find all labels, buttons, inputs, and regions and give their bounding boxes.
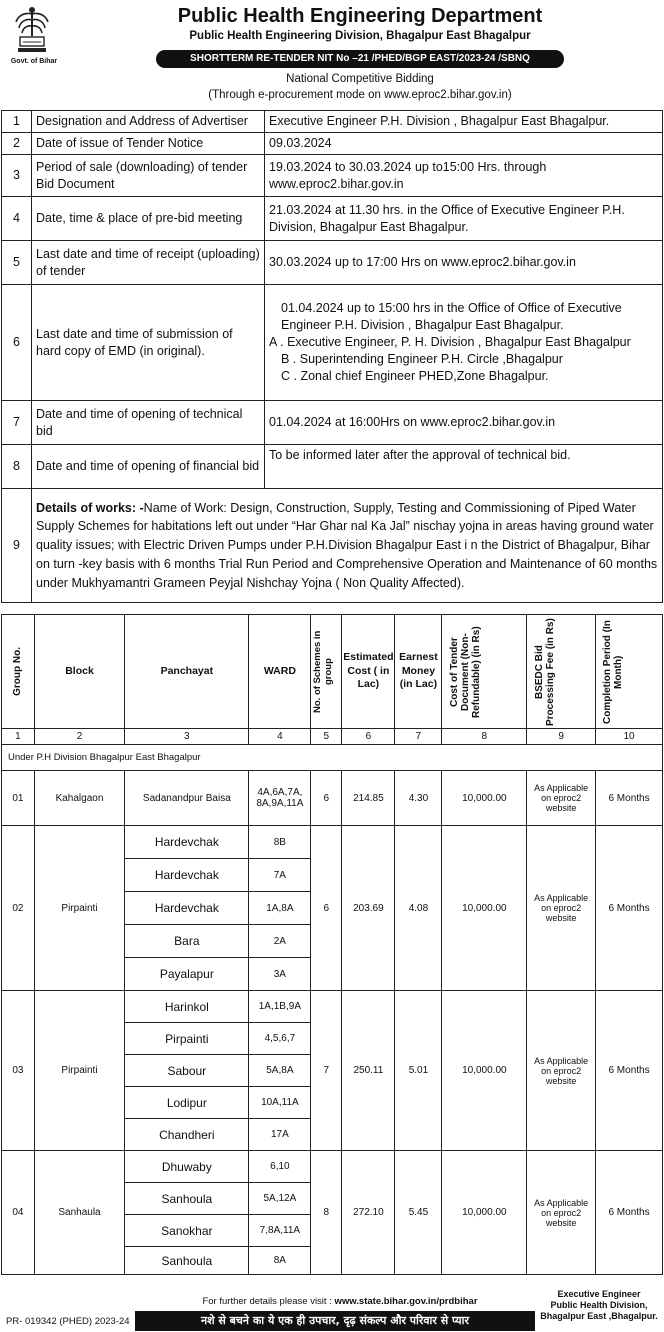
emd-line: Engineer P.H. Division , Bhagalpur East Bhagalpur. — [281, 318, 564, 333]
schemes-count: 6 — [311, 771, 342, 826]
col-number: 4 — [249, 729, 311, 745]
row-key: Date and time of opening of technical bid — [32, 401, 265, 445]
panchayat-name: Sanhoula — [125, 1247, 249, 1275]
header-completion-period: Completion Period (In Month) — [602, 619, 625, 724]
ward: 8B — [249, 826, 311, 859]
ward: 1A,1B,9A — [249, 991, 311, 1023]
row-key: Date, time & place of pre-bid meeting — [32, 197, 265, 241]
row-number: 8 — [2, 445, 32, 489]
group-number: 03 — [2, 991, 35, 1151]
panchayat-name: Lodipur — [125, 1087, 249, 1119]
header-group-no: Group No. — [12, 647, 24, 696]
panchayat-name: Hardevchak — [125, 859, 249, 892]
schemes-count: 6 — [311, 826, 342, 991]
row-value: Executive Engineer P.H. Division , Bhagalpur East Bhagalpur. — [265, 111, 663, 133]
block-name: Kahalgaon — [34, 771, 124, 826]
emd-line: A . Executive Engineer, P. H. Division , Bhagalpur East Bhagalpur — [269, 335, 631, 350]
bid-fee: As Applicable on eproc2 website — [527, 826, 596, 991]
ward: 4,5,6,7 — [249, 1023, 311, 1055]
signatory — [535, 1289, 663, 1321]
row-key: Last date and time of receipt (uploading) of tender — [32, 241, 265, 285]
earnest-money: 4.08 — [395, 826, 442, 991]
ward: 17A — [249, 1119, 311, 1151]
tender-doc-cost: 10,000.00 — [442, 1151, 527, 1275]
details-url[interactable]: www.state.bihar.gov.in/prdbihar — [334, 1296, 478, 1307]
bid-fee: As Applicable on eproc2 website — [527, 1151, 596, 1275]
header-estimated-cost: Estimated Cost ( in Lac) — [342, 615, 395, 729]
ward: 4A,6A,7A, 8A,9A,11A — [249, 771, 311, 826]
panchayat-name: Sabour — [125, 1055, 249, 1087]
row-key: Period of sale (downloading) of tender Bid Document — [32, 155, 265, 197]
header-schemes: No. of Schemes in group — [312, 630, 335, 713]
table-row — [2, 771, 663, 826]
ward: 5A,8A — [249, 1055, 311, 1087]
completion-period: 6 Months — [596, 826, 663, 991]
panchayat-name: Chandheri — [125, 1119, 249, 1151]
col-number: 8 — [442, 729, 527, 745]
row-value: To be informed later after the approval of technical bid. — [265, 445, 663, 489]
panchayat-name: Bara — [125, 925, 249, 958]
row-value: 30.03.2024 up to 17:00 Hrs on www.eproc2.bihar.gov.in — [265, 241, 663, 285]
bid-fee: As Applicable on eproc2 website — [527, 771, 596, 826]
panchayat-name: Pirpainti — [125, 1023, 249, 1055]
earnest-money: 5.01 — [395, 991, 442, 1151]
ward: 10A,11A — [249, 1087, 311, 1119]
block-name: Pirpainti — [34, 991, 124, 1151]
col-number: 1 — [2, 729, 35, 745]
panchayat-name: Hardevchak — [125, 892, 249, 925]
table-row — [2, 991, 663, 1023]
completion-period: 6 Months — [596, 991, 663, 1151]
col-number: 7 — [395, 729, 442, 745]
schemes-count: 7 — [311, 991, 342, 1151]
estimated-cost: 272.10 — [342, 1151, 395, 1275]
bid-fee: As Applicable on eproc2 website — [527, 991, 596, 1151]
header-earnest-money: Earnest Money (in Lac) — [395, 615, 442, 729]
ward: 1A,8A — [249, 892, 311, 925]
emd-line: 01.04.2024 up to 15:00 hrs in the Office of Office of Executive — [281, 301, 622, 316]
group-number: 02 — [2, 826, 35, 991]
header-ward: WARD — [249, 615, 311, 729]
ward: 3A — [249, 958, 311, 991]
subheading-row — [2, 745, 663, 771]
ward: 6,10 — [249, 1151, 311, 1183]
row-value: 19.03.2024 to 30.03.2024 up to15:00 Hrs. through www.eproc2.bihar.gov.in — [265, 155, 663, 197]
ward: 7A — [249, 859, 311, 892]
row-key: Last date and time of submission of hard copy of EMD (in original). — [32, 285, 265, 401]
group-number: 01 — [2, 771, 35, 826]
panchayat-name: Sanhoula — [125, 1183, 249, 1215]
row-value: 01.04.2024 at 16:00Hrs on www.eproc2.bihar.gov.in — [265, 401, 663, 445]
panchayat-name: Payalapur — [125, 958, 249, 991]
panchayat-name: Hardevchak — [125, 826, 249, 859]
table-row — [2, 826, 663, 859]
ward: 7,8A,11A — [249, 1215, 311, 1247]
row-value: 21.03.2024 at 11.30 hrs. in the Office of Executive Engineer P.H. Division, Bhagalpur East Bhagalpur. — [265, 197, 663, 241]
row-number: 1 — [2, 111, 32, 133]
notice-header — [0, 0, 664, 108]
row-number: 4 — [2, 197, 32, 241]
bihar-emblem-icon — [10, 6, 54, 56]
group-number: 04 — [2, 1151, 35, 1275]
signer-line: Bhagalpur East ,Bhagalpur. — [540, 1310, 658, 1321]
ward: 5A,12A — [249, 1183, 311, 1215]
info-row — [2, 197, 663, 241]
col-number: 9 — [527, 729, 596, 745]
details-prefix: For further details please visit : — [202, 1296, 332, 1307]
info-row — [2, 111, 663, 133]
info-row — [2, 155, 663, 197]
estimated-cost: 214.85 — [342, 771, 395, 826]
ward: 8A — [249, 1247, 311, 1275]
signer-line: Public Health Division, — [550, 1299, 648, 1310]
header-block: Block — [34, 615, 124, 729]
emd-line: C . Zonal chief Engineer PHED,Zone Bhagalpur. — [281, 368, 549, 383]
schemes-count: 8 — [311, 1151, 342, 1275]
row-key: Date of issue of Tender Notice — [32, 133, 265, 155]
row-number: 6 — [2, 285, 32, 401]
row-number: 7 — [2, 401, 32, 445]
block-name: Sanhaula — [34, 1151, 124, 1275]
row-number: 2 — [2, 133, 32, 155]
info-row — [2, 241, 663, 285]
info-row — [2, 489, 663, 603]
bidding-type: National Competitive Bidding — [286, 73, 434, 85]
tender-doc-cost: 10,000.00 — [442, 771, 527, 826]
division-subtitle: Public Health Engineering Division, Bhagalpur East Bhagalpur — [189, 30, 531, 42]
earnest-money: 4.30 — [395, 771, 442, 826]
hindi-slogan: नशे से बचने का ये एक ही उपचार, दृढ़ संकल्प और परिवार से प्यार — [135, 1311, 535, 1331]
info-row — [2, 401, 663, 445]
ward: 2A — [249, 925, 311, 958]
further-details — [150, 1296, 530, 1307]
col-number: 6 — [342, 729, 395, 745]
block-name: Pirpainti — [34, 826, 124, 991]
emd-submission-places — [265, 285, 663, 401]
col-number: 2 — [34, 729, 124, 745]
division-subheading: Under P.H Division Bhagalpur East Bhagalpur — [2, 745, 663, 771]
tender-doc-cost: 10,000.00 — [442, 991, 527, 1151]
works-text: Name of Work: Design, Construction, Supply, Testing and Commissioning of Piped Water Supply Schemes for habitations left out under “Har Ghar nal Ka Jal” nischay yojna in areas having ground water quality issues; with Electric Driven Pumps under P.H.Division Bhagalpur East i n the District of Bhagalpur, Bihar on turn -key basis with 6 months Trial Run Period and Comprehensive Operation and Maintenance of 60 months under Mukhyamantri Grameen Peyjal Nishchay Yojna ( Non Quality Affected). — [36, 500, 658, 590]
info-row — [2, 445, 663, 489]
completion-period: 6 Months — [596, 771, 663, 826]
col-number: 5 — [311, 729, 342, 745]
row-value: 09.03.2024 — [265, 133, 663, 155]
row-key: Designation and Address of Advertiser — [32, 111, 265, 133]
info-row — [2, 285, 663, 401]
panchayat-name: Sanokhar — [125, 1215, 249, 1247]
col-number: 10 — [596, 729, 663, 745]
panchayat-name: Dhuwaby — [125, 1151, 249, 1183]
procurement-mode: (Through e-procurement mode on www.eproc2.bihar.gov.in) — [208, 89, 512, 101]
earnest-money: 5.45 — [395, 1151, 442, 1275]
header-bid-fee: BSEDC Bid Processing Fee (in Rs) — [534, 617, 557, 726]
emd-line: B . Superintending Engineer P.H. Circle ,Bhagalpur — [281, 351, 563, 366]
row-number: 5 — [2, 241, 32, 285]
works-details — [32, 489, 663, 603]
panchayat-name: Sadanandpur Baisa — [125, 771, 249, 826]
department-title: Public Health Engineering Department — [177, 5, 543, 27]
table-row — [2, 1151, 663, 1183]
row-number: 3 — [2, 155, 32, 197]
estimated-cost: 203.69 — [342, 826, 395, 991]
row-key: Date and time of opening of financial bid — [32, 445, 265, 489]
signer-line: Executive Engineer — [557, 1289, 641, 1299]
govt-label: Govt. of Bihar — [10, 58, 58, 65]
nit-banner: SHORTTERM RE-TENDER NIT No –21 /PHED/BGP EAST/2023-24 /SBNQ — [156, 50, 564, 68]
row-number: 9 — [2, 489, 32, 603]
column-number-row — [2, 729, 663, 745]
header-tender-doc-cost: Cost of Tender Document (Non-Refundable) (in Rs) — [449, 625, 483, 718]
info-row — [2, 133, 663, 155]
groups-table — [1, 614, 663, 1275]
works-label: Details of works: - — [36, 500, 144, 515]
tender-doc-cost: 10,000.00 — [442, 826, 527, 991]
header-panchayat: Panchayat — [125, 615, 249, 729]
completion-period: 6 Months — [596, 1151, 663, 1275]
estimated-cost: 250.11 — [342, 991, 395, 1151]
panchayat-name: Harinkol — [125, 991, 249, 1023]
groups-header-row — [2, 615, 663, 729]
tender-info-table — [1, 110, 663, 603]
pr-number: PR- 019342 (PHED) 2023-24 — [6, 1316, 130, 1327]
col-number: 3 — [125, 729, 249, 745]
